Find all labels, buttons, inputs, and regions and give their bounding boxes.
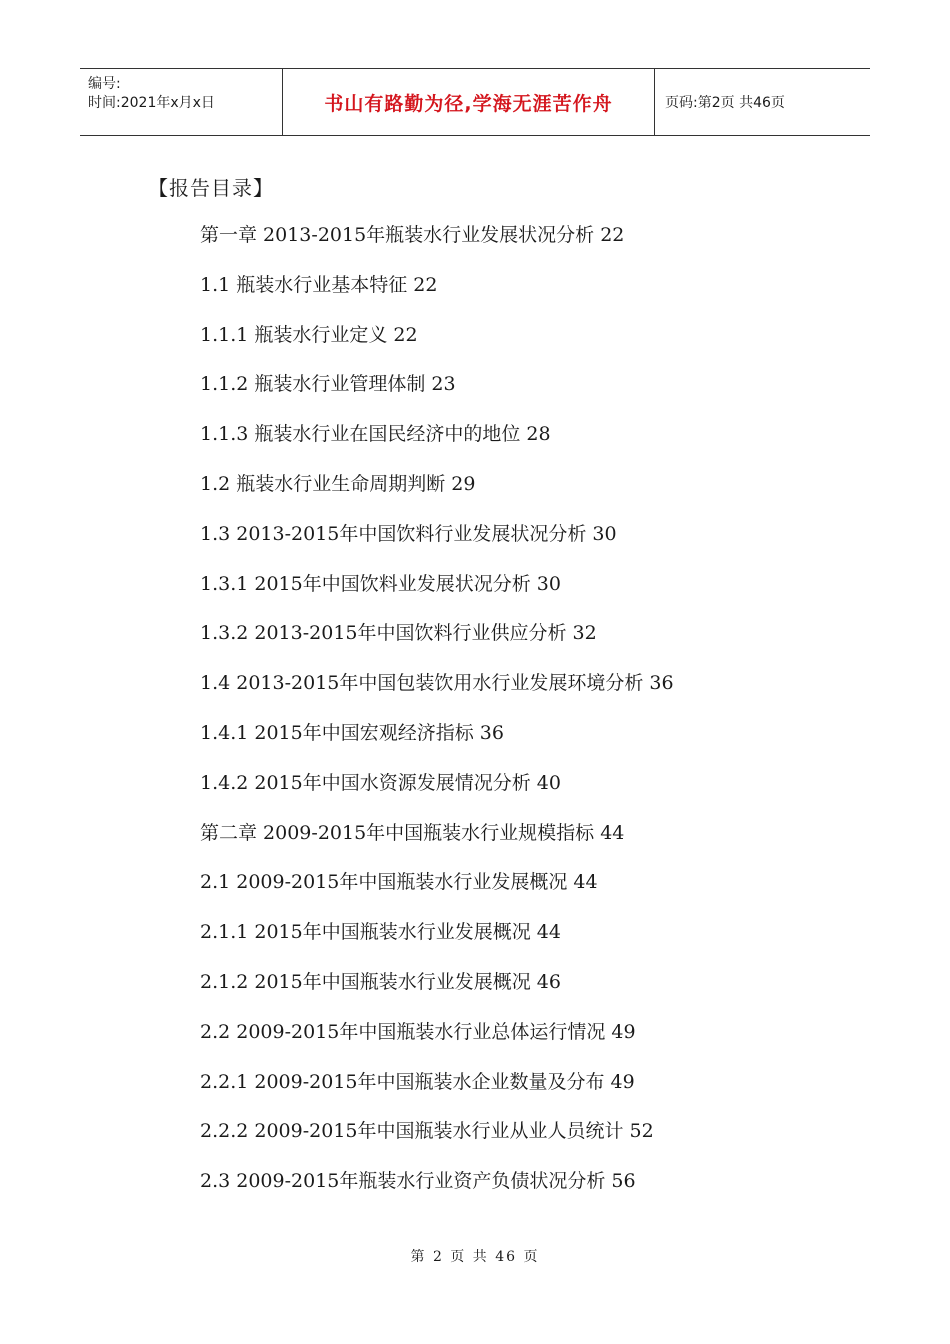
- toc-entry: 2.1 2009-2015年中国瓶装水行业发展概况 44: [200, 871, 598, 894]
- toc-entry: 2.1.2 2015年中国瓶装水行业发展概况 46: [200, 970, 561, 993]
- document-number-label: 编号:: [88, 76, 121, 92]
- table-of-contents: [200, 219, 674, 1215]
- toc-entry: 1.4.2 2015年中国水资源发展情况分析 40: [200, 771, 561, 794]
- document-time-label: 时间:2021年x月x日: [88, 95, 215, 111]
- toc-entry: 1.3 2013-2015年中国饮料行业发展状况分析 30: [200, 522, 617, 545]
- toc-entry: 1.1.2 瓶装水行业管理体制 23: [200, 373, 456, 396]
- toc-entry: 1.4.1 2015年中国宏观经济指标 36: [200, 721, 504, 744]
- header-page-info: 页码:第2页 共46页: [665, 95, 785, 111]
- header-left-cell: [80, 69, 282, 135]
- toc-entry: 1.4 2013-2015年中国包装饮用水行业发展环境分析 36: [200, 672, 674, 695]
- toc-entry: 第二章 2009-2015年中国瓶装水行业规模指标 44: [200, 821, 625, 844]
- toc-entry: 1.1.1 瓶装水行业定义 22: [200, 323, 418, 346]
- toc-entry: 2.2 2009-2015年中国瓶装水行业总体运行情况 49: [200, 1020, 636, 1043]
- header-motto: 书山有路勤为径,学海无涯苦作舟: [282, 69, 655, 135]
- toc-entry: 2.2.1 2009-2015年中国瓶装水企业数量及分布 49: [200, 1070, 635, 1093]
- toc-entry: 1.3.1 2015年中国饮料业发展状况分析 30: [200, 572, 561, 595]
- toc-entry: 第一章 2013-2015年瓶装水行业发展状况分析 22: [200, 224, 625, 246]
- toc-entry: 1.2 瓶装水行业生命周期判断 29: [200, 472, 476, 495]
- toc-entry: 2.2.2 2009-2015年中国瓶装水行业从业人员统计 52: [200, 1120, 654, 1143]
- page-footer: 第 2 页 共 46 页: [410, 1249, 540, 1265]
- toc-entry: 2.1.1 2015年中国瓶装水行业发展概况 44: [200, 921, 561, 944]
- report-heading: 【报告目录】: [148, 176, 274, 200]
- toc-entry: 2.3 2009-2015年瓶装水行业资产负债状况分析 56: [200, 1170, 636, 1193]
- page-header: [80, 68, 870, 136]
- toc-entry: 1.3.2 2013-2015年中国饮料行业供应分析 32: [200, 622, 597, 645]
- toc-entry: 1.1.3 瓶装水行业在国民经济中的地位 28: [200, 423, 551, 446]
- toc-entry: 1.1 瓶装水行业基本特征 22: [200, 273, 438, 296]
